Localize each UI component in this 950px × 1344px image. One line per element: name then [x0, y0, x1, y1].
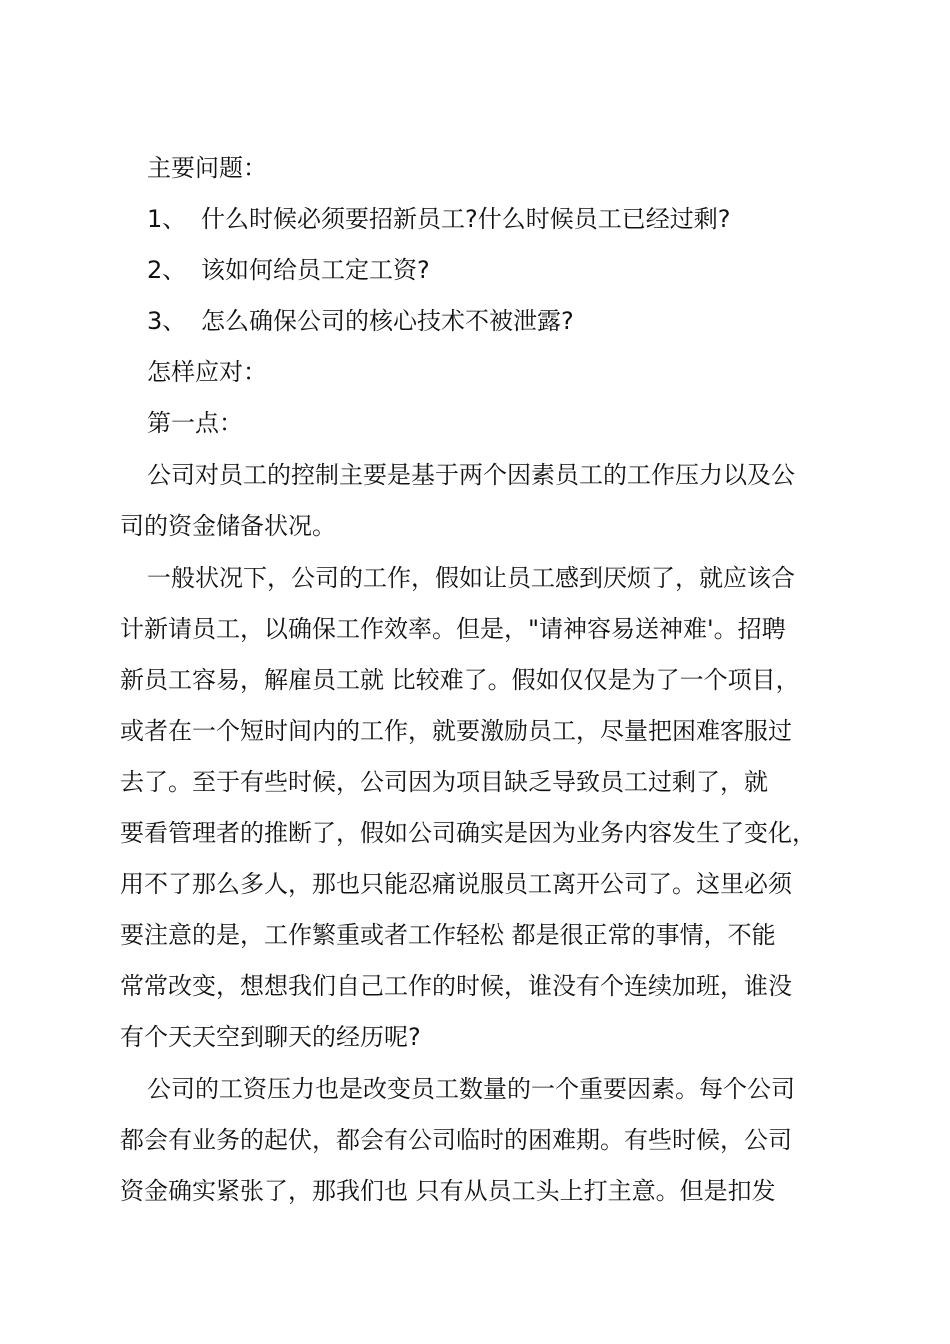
paragraph-line: 或者在一个短时间内的工作，就要激励员工，尽量把困难客服过: [120, 717, 792, 745]
problem-item: [120, 194, 860, 245]
problems-heading: 主要问题：: [147, 154, 267, 182]
paragraph-1: [120, 450, 860, 552]
paragraph-line: 要看管理者的推断了，假如公司确实是因为业务内容发生了变化，: [120, 819, 816, 847]
paragraph-3: [120, 1064, 860, 1217]
document-body: [120, 143, 860, 1217]
response-heading: 怎样应对：: [147, 358, 267, 386]
paragraph-line: 司的资金储备状况。: [120, 512, 336, 540]
paragraph-line: 有个天天空到聊天的经历呢?: [120, 1023, 421, 1051]
paragraph-2: [120, 553, 860, 1063]
paragraph-line: 去了。至于有些时候，公司因为项目缺乏导致员工过剩了，就: [120, 768, 768, 796]
problem-text: 什么时候必须要招新员工?什么时候员工已经过剩?: [201, 205, 731, 233]
paragraph-line: 资金确实紧张了，那我们也 只有从员工头上打主意。但是扣发: [120, 1177, 776, 1205]
paragraph-line: 常常改变，想想我们自己工作的时候，谁没有个连续加班，谁没: [120, 972, 792, 1000]
paragraph-line: 公司的工资压力也是改变员工数量的一个重要因素。每个公司: [147, 1075, 795, 1103]
problem-item: [120, 296, 860, 347]
paragraph-line: 新员工容易，解雇员工就 比较难了。假如仅仅是为了一个项目，: [120, 666, 800, 694]
paragraph-line: 都会有业务的起伏，都会有公司临时的困难期。有些时候，公司: [120, 1126, 792, 1154]
paragraph-line: 用不了那么多人，那也只能忍痛说服员工离开公司了。这里必须: [120, 870, 792, 898]
paragraph-line: 公司对员工的控制主要是基于两个因素员工的工作压力以及公: [147, 461, 795, 489]
paragraph-line: 要注意的是，工作繁重或者工作轻松 都是很正常的事情，不能: [120, 921, 776, 949]
problem-text: 该如何给员工定工资?: [201, 256, 430, 284]
problem-text: 怎么确保公司的核心技术不被泄露?: [201, 307, 574, 335]
paragraph-line: 计新请员工，以确保工作效率。但是，"请神容易送神难'。招聘: [120, 615, 786, 643]
problem-item: [120, 245, 860, 296]
point-heading: 第一点：: [147, 409, 243, 437]
problem-number: 1、: [147, 205, 187, 233]
problem-number: 2、: [147, 256, 187, 284]
paragraph-line: 一般状况下，公司的工作，假如让员工感到厌烦了，就应该合: [147, 564, 795, 592]
problem-number: 3、: [147, 307, 187, 335]
